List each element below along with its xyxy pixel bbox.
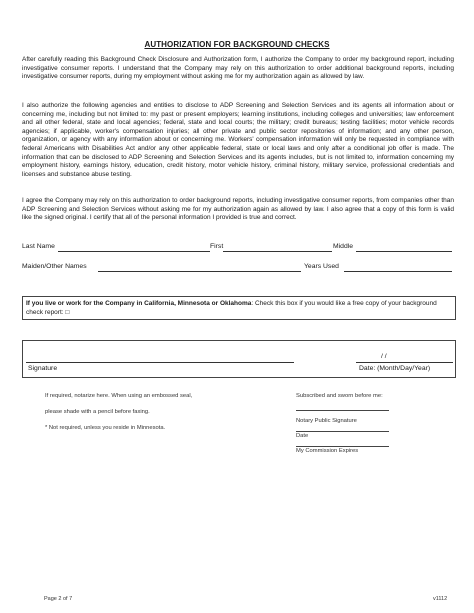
free-copy-request-box [22, 296, 456, 320]
agreement-paragraph: I agree the Company may rely on this authorization to order background reports, including investigative consumer reports, from companies other than ADP Screening and Selection Services without asking me for my authorization again as allowed by law. I also agree that a copy of this form is valid like the signed original. I certify that all of the personal information I provided is true and correct. [22, 197, 454, 222]
years-used-field[interactable] [344, 271, 452, 272]
notary-signature-field[interactable] [296, 410, 389, 411]
maiden-names-field[interactable] [98, 271, 301, 272]
date-field[interactable] [356, 362, 453, 363]
notary-date-label: Date [296, 433, 309, 439]
middle-name-field[interactable] [356, 251, 452, 252]
last-name-field[interactable] [58, 251, 210, 252]
commission-expires-label: My Commission Expires [296, 448, 359, 454]
free-copy-checkbox-text[interactable]: : Check this box if you would like a free copy of your background check report: □ [26, 300, 437, 316]
free-copy-state-notice: If you live or work for the Company in California, Minnesota or Oklahoma [26, 300, 252, 307]
first-name-field[interactable] [223, 251, 332, 252]
page-number: Page 2 of 7 [44, 596, 73, 602]
signature-field[interactable] [26, 362, 294, 363]
notary-instructions-1: If required, notarize here. When using an embossed seal, [45, 393, 193, 399]
maiden-row [22, 263, 454, 275]
signature-label: Signature [28, 365, 58, 372]
years-used-label: Years Used [304, 263, 339, 270]
notary-footnote: * Not required, unless you reside in Minnesota. [45, 425, 166, 431]
signature-box [22, 340, 456, 378]
name-row [22, 243, 454, 255]
form-version: v1112 [433, 596, 448, 602]
middle-name-label: Middle [333, 243, 354, 250]
notary-signature-label: Notary Public Signature [296, 418, 357, 424]
commission-expires-field[interactable] [296, 446, 389, 447]
date-slashes: / / [381, 353, 387, 360]
first-name-label: First [210, 243, 224, 250]
authorization-paragraph: After carefully reading this Background Check Disclosure and Authorization form, I authorize the Company to order my background report, including investigative consumer reports. I understand that the Company may rely on this authorization to order additional background reports, including investigative consumer reports, during my employment without asking me for my authorization again as allowed by law. [22, 56, 454, 81]
date-label: Date: (Month/Day/Year) [359, 365, 431, 372]
maiden-names-label: Maiden/Other Names [22, 263, 87, 270]
disclosure-agencies-paragraph: I also authorize the following agencies and entities to disclose to ADP Screening and Selection Services and its agents all information about or concerning me, including but not limited to: my past or present employers; learning institutions, including colleges and universities; law enforcement and all other federal, state and local agencies; federal, state and local courts; the military; credit bureaus; testing facilities; motor vehicle records agencies; if applicable, worker's compensation injuries; all other private and public sector repositories of information; and any other person, organization, or agency with any information about or concerning me. Workers' compensation information will only be requested in compliance with federal Americans with Disabilities Act and/or any other applicable federal, state or local laws and only after a conditional job offer is made. The information that can be disclosed to ADP Screening and Selection Services and its agents includes, but is not limited to, information concerning my employment history, earnings history, education, credit history, motor vehicle history, criminal history, military service, professional credentials and licenses and substance abuse testing. [22, 102, 454, 178]
subscribed-label: Subscribed and sworn before me: [296, 393, 383, 399]
last-name-label: Last Name [22, 243, 55, 250]
document-title: AUTHORIZATION FOR BACKGROUND CHECKS [144, 40, 330, 49]
notary-instructions-2: please shade with a pencil before faxing. [45, 409, 150, 415]
notary-date-field[interactable] [296, 431, 389, 432]
